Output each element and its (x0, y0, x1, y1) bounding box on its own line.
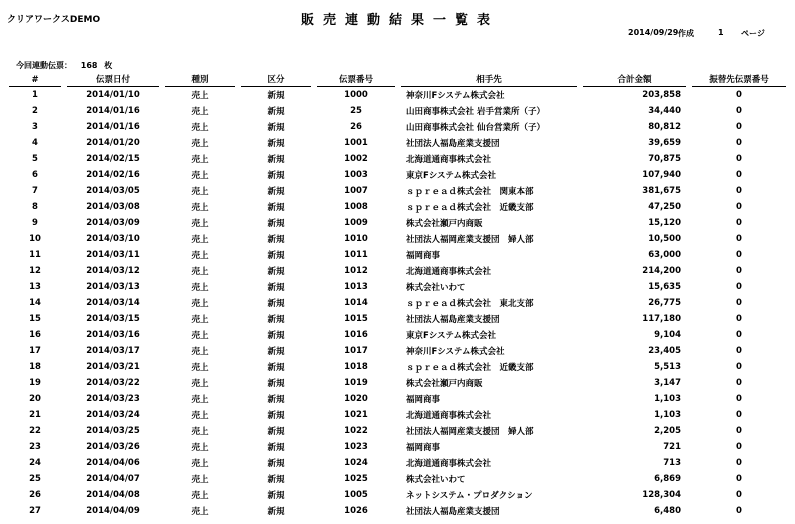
cell-type: 売上 (191, 491, 209, 501)
cell-partner: 株式会社いわて (406, 475, 466, 485)
table-header-row (6, 75, 789, 87)
cell-category: 新規 (267, 459, 285, 469)
cell-transfer-slip-number: 0 (736, 426, 742, 436)
cell-total-amount: 381,675 (642, 186, 681, 196)
cell-slip-number: 1003 (344, 170, 368, 180)
cell-slip-date: 2014/03/09 (86, 218, 140, 228)
cell-partner: 東京Fシステム株式会社 (406, 171, 496, 181)
cell-type: 売上 (191, 203, 209, 213)
cell-category: 新規 (267, 411, 285, 421)
cell-category: 新規 (267, 155, 285, 165)
cell-slip-number: 1002 (344, 154, 368, 164)
cell-transfer-slip-number: 0 (736, 90, 742, 100)
cell-type: 売上 (191, 267, 209, 277)
cell-slip-date: 2014/04/07 (86, 474, 140, 484)
cell-total-amount: 721 (663, 442, 681, 452)
cell-transfer-slip-number: 0 (736, 378, 742, 388)
report-date: 2014/09/29 (628, 28, 679, 37)
table-row (6, 151, 789, 167)
header-number: # (6, 75, 64, 87)
cell-category: 新規 (267, 427, 285, 437)
header-total-amount: 合計金額 (580, 75, 689, 87)
cell-category: 新規 (267, 219, 285, 229)
cell-total-amount: 6,480 (654, 506, 681, 516)
cell-category: 新規 (267, 299, 285, 309)
cell-transfer-slip-number: 0 (736, 234, 742, 244)
cell-category: 新規 (267, 283, 285, 293)
cell-category: 新規 (267, 139, 285, 149)
cell-total-amount: 203,858 (642, 90, 681, 100)
cell-type: 売上 (191, 507, 209, 517)
cell-slip-date: 2014/01/16 (86, 106, 140, 116)
cell-partner: ｓｐｒｅａｄ株式会社 東北支部 (406, 299, 534, 309)
cell-transfer-slip-number: 0 (736, 442, 742, 452)
cell-total-amount: 34,440 (648, 106, 681, 116)
count-value: 168 (80, 61, 98, 70)
cell-partner: 北海道通商事株式会社 (406, 155, 492, 165)
cell-category: 新規 (267, 187, 285, 197)
cell-transfer-slip-number: 0 (736, 202, 742, 212)
cell-total-amount: 47,250 (648, 202, 681, 212)
cell-total-amount: 15,635 (648, 282, 681, 292)
cell-slip-number: 1008 (344, 202, 368, 212)
cell-partner: 社団法人福島産業支援団 (406, 507, 500, 517)
cell-slip-date: 2014/03/23 (86, 394, 140, 404)
cell-slip-date: 2014/04/06 (86, 458, 140, 468)
cell-transfer-slip-number: 0 (736, 394, 742, 404)
cell-slip-date: 2014/01/20 (86, 138, 140, 148)
cell-row-number: 14 (29, 298, 41, 308)
cell-transfer-slip-number: 0 (736, 506, 742, 516)
table-row (6, 375, 789, 391)
cell-partner: 社団法人福岡産業支援団 婦人部 (406, 235, 534, 245)
table-row (6, 103, 789, 119)
cell-transfer-slip-number: 0 (736, 282, 742, 292)
cell-type: 売上 (191, 155, 209, 165)
cell-row-number: 27 (29, 506, 41, 516)
cell-partner: 山田商事株式会社 仙台営業所（子） (406, 123, 545, 133)
cell-row-number: 8 (32, 202, 38, 212)
cell-slip-number: 1025 (344, 474, 368, 484)
cell-slip-date: 2014/03/21 (86, 362, 140, 372)
cell-row-number: 17 (29, 346, 41, 356)
cell-type: 売上 (191, 251, 209, 261)
table-row (6, 407, 789, 423)
page-label: ページ (741, 29, 765, 38)
cell-type: 売上 (191, 299, 209, 309)
cell-total-amount: 3,147 (654, 378, 681, 388)
cell-partner: 社団法人福岡産業支援団 婦人部 (406, 427, 534, 437)
header-partner: 相手先 (398, 75, 580, 87)
cell-slip-date: 2014/03/22 (86, 378, 140, 388)
cell-transfer-slip-number: 0 (736, 218, 742, 228)
cell-slip-date: 2014/04/09 (86, 506, 140, 516)
cell-total-amount: 5,513 (654, 362, 681, 372)
cell-slip-date: 2014/03/25 (86, 426, 140, 436)
cell-slip-number: 1016 (344, 330, 368, 340)
cell-category: 新規 (267, 347, 285, 357)
page-number: 1 (718, 28, 724, 37)
company-name: クリアワークスDEMO (7, 15, 101, 25)
cell-type: 売上 (191, 235, 209, 245)
cell-slip-date: 2014/03/05 (86, 186, 140, 196)
count-label: 今回連動伝票： (16, 61, 72, 70)
cell-slip-number: 1007 (344, 186, 368, 196)
cell-type: 売上 (191, 363, 209, 373)
cell-slip-date: 2014/03/10 (86, 234, 140, 244)
cell-partner: 株式会社瀬戸内商販 (406, 379, 483, 389)
cell-transfer-slip-number: 0 (736, 170, 742, 180)
cell-transfer-slip-number: 0 (736, 250, 742, 260)
table-row (6, 231, 789, 247)
cell-transfer-slip-number: 0 (736, 138, 742, 148)
cell-total-amount: 6,869 (654, 474, 681, 484)
cell-category: 新規 (267, 491, 285, 501)
table-row (6, 263, 789, 279)
table-row (6, 119, 789, 135)
cell-slip-number: 1022 (344, 426, 368, 436)
cell-partner: 神奈川Fシステム株式会社 (406, 347, 505, 357)
cell-slip-number: 25 (350, 106, 362, 116)
cell-total-amount: 1,103 (654, 410, 681, 420)
cell-category: 新規 (267, 251, 285, 261)
cell-slip-date: 2014/04/08 (86, 490, 140, 500)
cell-slip-number: 1015 (344, 314, 368, 324)
cell-slip-number: 1001 (344, 138, 368, 148)
created-label: 作成 (678, 29, 694, 38)
cell-row-number: 12 (29, 266, 41, 276)
cell-slip-number: 1005 (344, 490, 368, 500)
cell-partner: 株式会社いわて (406, 283, 466, 293)
cell-partner: 社団法人福島産業支援団 (406, 315, 500, 325)
cell-row-number: 7 (32, 186, 38, 196)
table-row (6, 455, 789, 471)
cell-transfer-slip-number: 0 (736, 298, 742, 308)
table-row (6, 199, 789, 215)
cell-partner: 福岡商事 (406, 443, 441, 453)
cell-total-amount: 23,405 (648, 346, 681, 356)
cell-slip-number: 1019 (344, 378, 368, 388)
table-row (6, 215, 789, 231)
cell-total-amount: 15,120 (648, 218, 681, 228)
cell-type: 売上 (191, 331, 209, 341)
table-row (6, 439, 789, 455)
cell-type: 売上 (191, 139, 209, 149)
cell-total-amount: 2,205 (654, 426, 681, 436)
cell-partner: 山田商事株式会社 岩手営業所（子） (406, 107, 545, 117)
cell-transfer-slip-number: 0 (736, 106, 742, 116)
cell-category: 新規 (267, 443, 285, 453)
cell-type: 売上 (191, 123, 209, 133)
cell-transfer-slip-number: 0 (736, 266, 742, 276)
cell-partner: 福岡商事 (406, 395, 441, 405)
cell-type: 売上 (191, 107, 209, 117)
cell-slip-date: 2014/02/16 (86, 170, 140, 180)
cell-type: 売上 (191, 347, 209, 357)
cell-transfer-slip-number: 0 (736, 154, 742, 164)
cell-partner: ｓｐｒｅａｄ株式会社 関東本部 (406, 187, 534, 197)
cell-category: 新規 (267, 379, 285, 389)
cell-row-number: 26 (29, 490, 41, 500)
results-table (6, 75, 789, 519)
cell-slip-number: 26 (350, 122, 362, 132)
cell-row-number: 21 (29, 410, 41, 420)
cell-total-amount: 63,000 (648, 250, 681, 260)
cell-slip-date: 2014/01/16 (86, 122, 140, 132)
cell-transfer-slip-number: 0 (736, 314, 742, 324)
cell-category: 新規 (267, 475, 285, 485)
cell-slip-date: 2014/02/15 (86, 154, 140, 164)
table-row (6, 327, 789, 343)
cell-total-amount: 70,875 (648, 154, 681, 164)
cell-total-amount: 214,200 (642, 266, 681, 276)
cell-partner: 神奈川Fシステム株式会社 (406, 91, 505, 101)
cell-total-amount: 128,304 (642, 490, 681, 500)
table-row (6, 295, 789, 311)
cell-total-amount: 107,940 (642, 170, 681, 180)
cell-partner: 北海道通商事株式会社 (406, 459, 492, 469)
cell-category: 新規 (267, 363, 285, 373)
cell-category: 新規 (267, 331, 285, 341)
table-row (6, 359, 789, 375)
table-row (6, 135, 789, 151)
cell-slip-number: 1014 (344, 298, 368, 308)
cell-transfer-slip-number: 0 (736, 346, 742, 356)
report-title: 販売連動結果一覧表 (300, 13, 499, 28)
cell-type: 売上 (191, 443, 209, 453)
cell-category: 新規 (267, 123, 285, 133)
cell-type: 売上 (191, 315, 209, 325)
cell-category: 新規 (267, 171, 285, 181)
cell-total-amount: 1,103 (654, 394, 681, 404)
cell-type: 売上 (191, 475, 209, 485)
cell-row-number: 23 (29, 442, 41, 452)
cell-row-number: 24 (29, 458, 41, 468)
cell-row-number: 9 (32, 218, 38, 228)
cell-type: 売上 (191, 379, 209, 389)
cell-type: 売上 (191, 427, 209, 437)
cell-partner: 株式会社瀬戸内商販 (406, 219, 483, 229)
cell-partner: ｓｐｒｅａｄ株式会社 近畿支部 (406, 203, 534, 213)
cell-row-number: 15 (29, 314, 41, 324)
cell-row-number: 6 (32, 170, 38, 180)
cell-slip-date: 2014/03/26 (86, 442, 140, 452)
cell-slip-date: 2014/03/08 (86, 202, 140, 212)
header-category: 区分 (238, 75, 314, 87)
cell-row-number: 19 (29, 378, 41, 388)
cell-total-amount: 9,104 (654, 330, 681, 340)
cell-transfer-slip-number: 0 (736, 474, 742, 484)
cell-slip-date: 2014/03/12 (86, 266, 140, 276)
cell-partner: 北海道通商事株式会社 (406, 411, 492, 421)
cell-slip-number: 1021 (344, 410, 368, 420)
cell-category: 新規 (267, 507, 285, 517)
cell-slip-number: 1010 (344, 234, 368, 244)
cell-row-number: 5 (32, 154, 38, 164)
table-row (6, 391, 789, 407)
cell-row-number: 25 (29, 474, 41, 484)
cell-row-number: 16 (29, 330, 41, 340)
table-row (6, 87, 789, 103)
cell-category: 新規 (267, 315, 285, 325)
cell-row-number: 2 (32, 106, 38, 116)
cell-transfer-slip-number: 0 (736, 410, 742, 420)
cell-slip-number: 1023 (344, 442, 368, 452)
cell-total-amount: 39,659 (648, 138, 681, 148)
cell-type: 売上 (191, 187, 209, 197)
cell-row-number: 13 (29, 282, 41, 292)
cell-type: 売上 (191, 411, 209, 421)
count-unit: 枚 (104, 61, 113, 70)
header-type: 種別 (162, 75, 238, 87)
cell-transfer-slip-number: 0 (736, 186, 742, 196)
cell-category: 新規 (267, 395, 285, 405)
cell-slip-date: 2014/03/14 (86, 298, 140, 308)
cell-slip-number: 1013 (344, 282, 368, 292)
table-row (6, 279, 789, 295)
cell-slip-number: 1020 (344, 394, 368, 404)
table-row (6, 311, 789, 327)
header-slip-date: 伝票日付 (64, 75, 162, 87)
cell-slip-date: 2014/03/15 (86, 314, 140, 324)
cell-partner: ｓｐｒｅａｄ株式会社 近畿支部 (406, 363, 534, 373)
cell-category: 新規 (267, 203, 285, 213)
cell-total-amount: 80,812 (648, 122, 681, 132)
table-row (6, 503, 789, 519)
cell-row-number: 4 (32, 138, 38, 148)
cell-row-number: 22 (29, 426, 41, 436)
cell-partner: 北海道通商事株式会社 (406, 267, 492, 277)
table-row (6, 247, 789, 263)
table-row (6, 471, 789, 487)
cell-transfer-slip-number: 0 (736, 490, 742, 500)
cell-total-amount: 10,500 (648, 234, 681, 244)
cell-slip-number: 1000 (344, 90, 368, 100)
cell-type: 売上 (191, 91, 209, 101)
cell-slip-date: 2014/03/13 (86, 282, 140, 292)
cell-slip-number: 1009 (344, 218, 368, 228)
cell-total-amount: 713 (663, 458, 681, 468)
cell-partner: 福岡商事 (406, 251, 441, 261)
cell-slip-number: 1011 (344, 250, 368, 260)
cell-category: 新規 (267, 267, 285, 277)
cell-type: 売上 (191, 395, 209, 405)
cell-total-amount: 117,180 (642, 314, 681, 324)
cell-slip-number: 1026 (344, 506, 368, 516)
table-row (6, 487, 789, 503)
cell-slip-number: 1012 (344, 266, 368, 276)
cell-category: 新規 (267, 107, 285, 117)
cell-slip-number: 1018 (344, 362, 368, 372)
cell-row-number: 10 (29, 234, 41, 244)
header-transfer-slip-number: 振替先伝票番号 (689, 75, 789, 87)
cell-slip-date: 2014/03/11 (86, 250, 140, 260)
cell-category: 新規 (267, 235, 285, 245)
cell-transfer-slip-number: 0 (736, 458, 742, 468)
cell-row-number: 20 (29, 394, 41, 404)
table-row (6, 183, 789, 199)
cell-slip-date: 2014/03/24 (86, 410, 140, 420)
cell-type: 売上 (191, 459, 209, 469)
cell-type: 売上 (191, 219, 209, 229)
cell-transfer-slip-number: 0 (736, 122, 742, 132)
cell-category: 新規 (267, 91, 285, 101)
cell-transfer-slip-number: 0 (736, 362, 742, 372)
cell-slip-number: 1017 (344, 346, 368, 356)
cell-partner: ネットシステム・プロダクション (406, 491, 533, 501)
cell-row-number: 18 (29, 362, 41, 372)
header-slip-number: 伝票番号 (314, 75, 398, 87)
table-row (6, 343, 789, 359)
linked-slip-count (16, 60, 112, 71)
cell-type: 売上 (191, 283, 209, 293)
cell-transfer-slip-number: 0 (736, 330, 742, 340)
cell-slip-number: 1024 (344, 458, 368, 468)
cell-slip-date: 2014/03/16 (86, 330, 140, 340)
cell-slip-date: 2014/01/10 (86, 90, 140, 100)
table-row (6, 423, 789, 439)
cell-row-number: 11 (29, 250, 41, 260)
cell-partner: 社団法人福島産業支援団 (406, 139, 500, 149)
cell-type: 売上 (191, 171, 209, 181)
table-row (6, 167, 789, 183)
cell-total-amount: 26,775 (648, 298, 681, 308)
cell-partner: 東京Fシステム株式会社 (406, 331, 496, 341)
cell-row-number: 3 (32, 122, 38, 132)
cell-slip-date: 2014/03/17 (86, 346, 140, 356)
cell-row-number: 1 (32, 90, 38, 100)
